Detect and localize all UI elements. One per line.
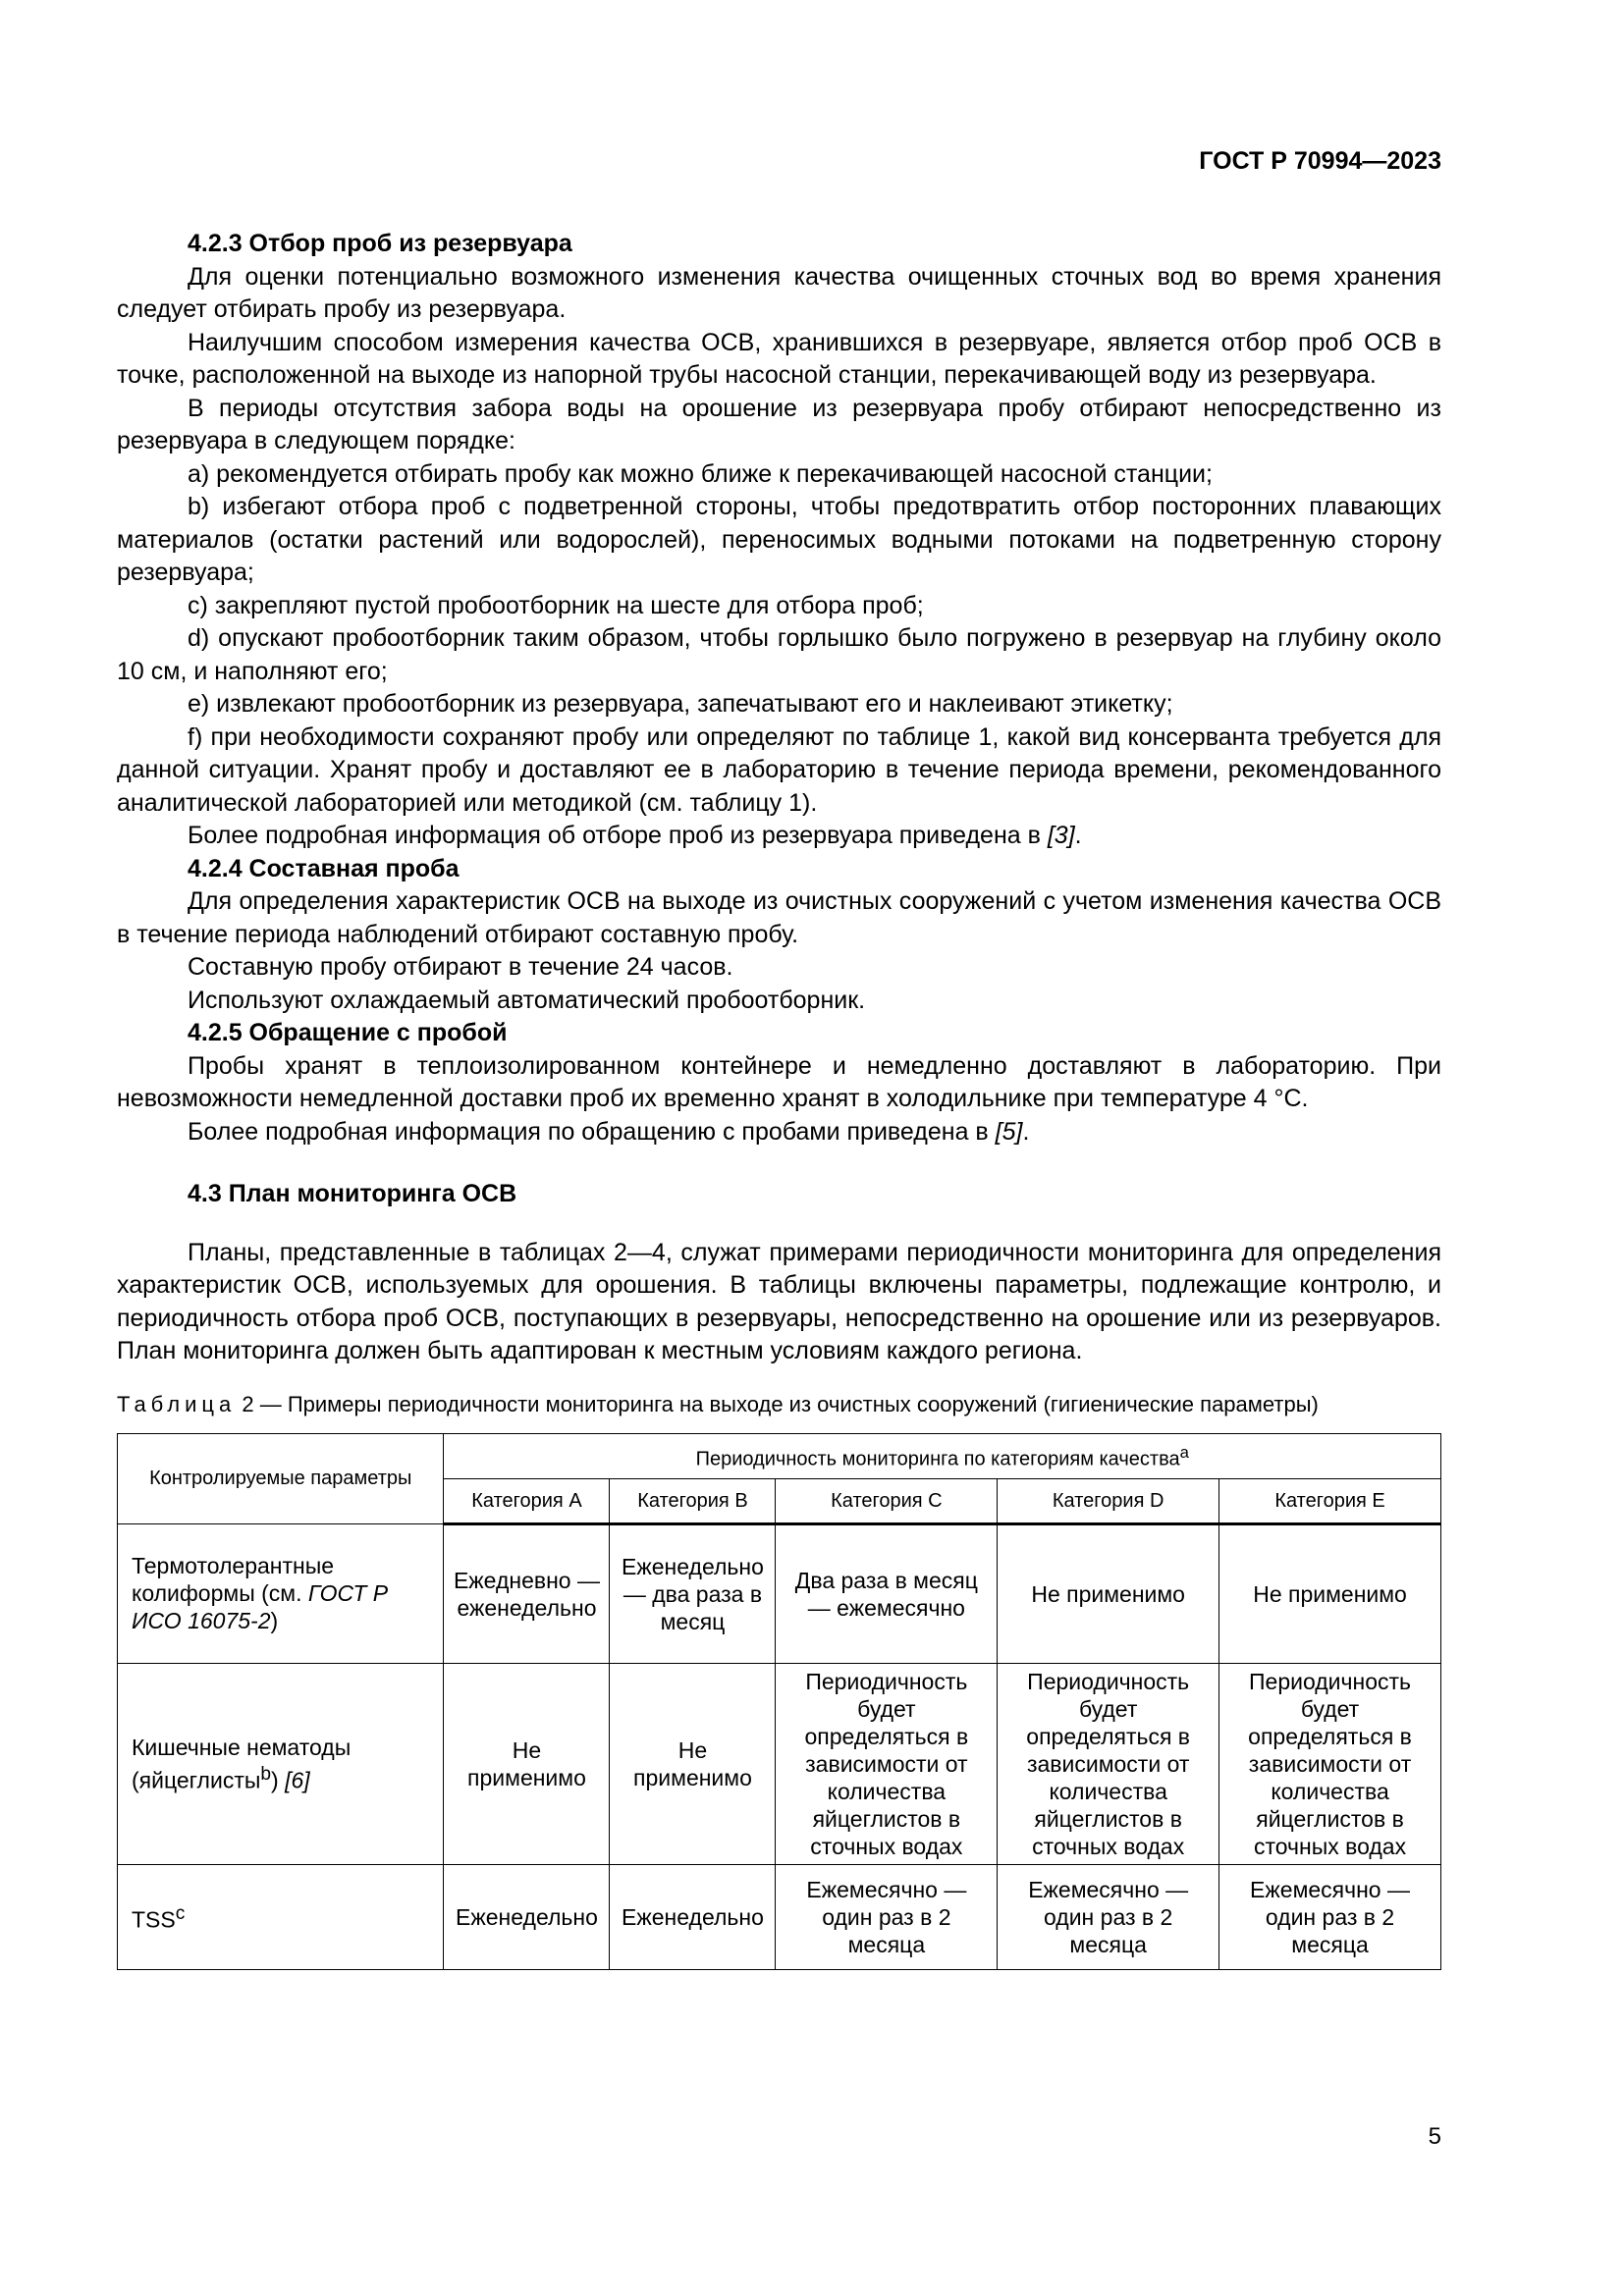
table-row [118,1523,1441,1663]
list-item-e: e) извлекают пробоотборник из резервуара, запечатывают его и наклеивают этикетку; [188,690,1173,718]
text: Более подробная информация об отборе проб из резервуара приведена в [188,822,1048,849]
reference: [6] [285,1767,310,1793]
table-cell: Не применимо [610,1663,776,1864]
table-cell: Периодичность будет определяться в зависимости от количества яйцеглистов в сточных водах [1219,1663,1441,1864]
footnote-mark: c [175,1902,186,1924]
text: . [1022,1117,1030,1146]
paragraph: Составную пробу отбирают в течение 24 часов. [188,953,733,981]
table-cell: Не применимо [1219,1523,1441,1663]
table-caption [117,1390,1441,1419]
table-cell: Еженедельно — два раза в месяц [610,1523,776,1663]
section-4-2-5-title: 4.2.5 Обращение с пробой [188,1019,508,1046]
reference: [5] [995,1117,1023,1146]
table-cell: Не применимо [998,1523,1219,1663]
header-category-e: Категория Е [1219,1478,1441,1523]
table-cell: Не применимо [444,1663,610,1864]
list-item-d: d) опускают пробоотборник таким образом, чтобы горлышко было погружено в резервуар на глубину около 10 см, и наполняют его; [117,624,1441,685]
list-item-b: b) избегают отбора проб с подветренной стороны, чтобы предотвратить отбор посторонних плавающих материалов (остатки растений или водорослей), переносимых водными потоками на подветренную сторону резервуара; [117,493,1441,586]
param-cell [118,1864,444,1969]
text: Более подробная информация по обращению с пробами приведена в [188,1117,996,1146]
header-category-a: Категория А [444,1478,610,1523]
paragraph: Пробы хранят в теплоизолированном контейнере и немедленно доставляют в лабораторию. При невозможности немедленной доставки проб их временно хранят в холодильнике при температуре 4 °С. [117,1051,1441,1112]
param-cell [118,1663,444,1864]
caption-text: 2 — Примеры периодичности мониторинга на выходе из очистных сооружений (гигиенические параметры) [236,1391,1319,1416]
table-cell: Два раза в месяц — ежемесячно [776,1523,998,1663]
list-item-c: c) закрепляют пустой пробоотборник на шесте для отбора проб; [188,591,924,619]
paragraph: Наилучшим способом измерения качества ОСВ, хранившихся в резервуаре, является отбор проб ОСВ в точке, расположенной на выходе из напорной трубы насосной станции, перекачивающей воду из резервуара. [117,328,1441,389]
table-label: Таблица [117,1391,237,1416]
param-cell [118,1523,444,1663]
section-4-3-title: 4.3 План мониторинга ОСВ [188,1180,517,1207]
text: . [1074,822,1082,849]
param-text: Термотолерантные колиформы (см. [132,1553,335,1606]
table-cell: Ежемесячно — один раз в 2 месяца [776,1864,998,1969]
header-frequency [444,1433,1441,1478]
section-4-2-4-title: 4.2.4 Составная проба [188,854,460,882]
header-category-c: Категория С [776,1478,998,1523]
table-cell: Еженедельно [610,1864,776,1969]
document-id: ГОСТ Р 70994—2023 [1199,147,1441,175]
paragraph: В периоды отсутствия забора воды на орошение из резервуара пробу отбирают непосредственно из резервуара в следующем порядке: [117,394,1441,454]
paragraph: Для оценки потенциально возможного изменения качества очищенных сточных вод во время хранения следует отбирать пробу из резервуара. [117,262,1441,323]
list-item-f: f) при необходимости сохраняют пробу или определяют по таблице 1, какой вид консерванта требуется для данной ситуации. Хранят пробу и доставляют ее в лабораторию в течение периода времени, рекомендованного аналитической лабораторией или методикой (см. таблицу 1). [117,722,1441,817]
param-text: ) [271,1767,286,1793]
paragraph: Используют охлаждаемый автоматический пробоотборник. [188,986,866,1014]
table-cell: Ежемесячно — один раз в 2 месяца [998,1864,1219,1969]
table-row [118,1663,1441,1864]
table-cell: Ежемесячно — один раз в 2 месяца [1219,1864,1441,1969]
paragraph [117,820,1441,853]
page-content [117,228,1441,1970]
table-cell: Еженедельно [444,1864,610,1969]
footnote-mark: a [1179,1442,1189,1462]
param-text: ) [270,1608,279,1633]
header-frequency-text: Периодичность мониторинга по категориям качества [695,1448,1180,1470]
header-param: Контролируемые параметры [118,1433,444,1523]
table-cell: Ежедневно — еженедельно [444,1523,610,1663]
param-text: TSS [132,1906,176,1933]
table-row [118,1864,1441,1969]
footnote-mark: b [260,1763,272,1785]
table-cell: Периодичность будет определяться в зависимости от количества яйцеглистов в сточных водах [776,1663,998,1864]
header-category-b: Категория В [610,1478,776,1523]
paragraph [117,1116,1441,1149]
paragraph: Для определения характеристик ОСВ на выходе из очистных сооружений с учетом изменения качества ОСВ в течение периода наблюдений отбирают составную пробу. [117,887,1441,948]
param-text: Кишечные нематоды (яйцеглисты [132,1734,352,1793]
reference: ГОСТ Р ИСО 16075-2 [132,1580,389,1633]
list-item-a: a) рекомендуется отбирать пробу как можно ближе к перекачивающей насосной станции; [188,459,1213,488]
table-cell: Периодичность будет определяться в зависимости от количества яйцеглистов в сточных водах [998,1663,1219,1864]
header-category-d: Категория D [998,1478,1219,1523]
section-4-2-3-title: 4.2.3 Отбор проб из резервуара [188,230,572,257]
reference: [3] [1047,822,1075,849]
page-number: 5 [1428,2123,1441,2150]
monitoring-table [117,1433,1441,1970]
paragraph: Планы, представленные в таблицах 2—4, служат примерами периодичности мониторинга для определения характеристик ОСВ, используемых для орошения. В таблицы включены параметры, подлежащие контролю, и периодичность отбора проб ОСВ, поступающих в резервуары, непосредственно на орошение или из резервуаров. План мониторинга должен быть адаптирован к местным условиям каждого региона. [117,1238,1441,1364]
